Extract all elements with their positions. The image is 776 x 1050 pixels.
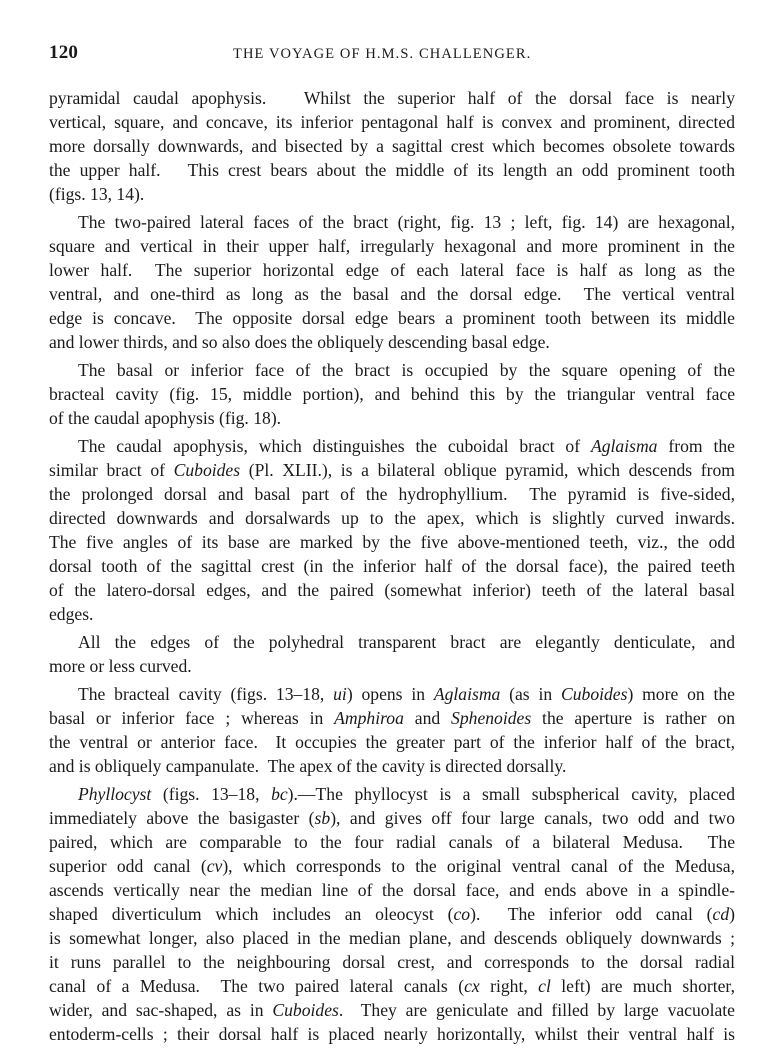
text-line: The five angles of its base are marked by the five above-mentioned teeth, viz., the odd	[49, 532, 735, 552]
text-line: the prolonged dorsal and basal part of the hydrophyllium. The pyramid is five-sided,	[49, 484, 735, 504]
text-line: The two-paired lateral faces of the bract (right, fig. 13 ; left, fig. 14) are hexagonal,	[78, 212, 735, 232]
text-line: edge is concave. The opposite dorsal edge bears a prominent tooth between its middle	[49, 308, 735, 328]
text-line: All the edges of the polyhedral transparent bract are elegantly denticulate, and	[78, 632, 735, 652]
text-line: shaped diverticulum which includes an oleocyst (co). The inferior odd canal (cd)	[49, 904, 735, 924]
text-line: canal of a Medusa. The two paired lateral canals (cx right, cl left) are much shorter,	[49, 976, 735, 996]
text-line: immediately above the basigaster (sb), and gives off four large canals, two odd and two	[49, 808, 735, 828]
text-line: The bracteal cavity (figs. 13–18, ui) opens in Aglaisma (as in Cuboides) more on the	[78, 684, 735, 704]
text-line: it runs parallel to the neighbouring dorsal crest, and corresponds to the dorsal radial	[49, 952, 735, 972]
text-line: similar bract of Cuboides (Pl. XLII.), is a bilateral oblique pyramid, which descends from	[49, 460, 735, 480]
page-number: 120	[49, 42, 79, 63]
text-line: paired, which are comparable to the four radial canals of a bilateral Medusa. The	[49, 832, 735, 852]
text-line: (figs. 13, 14).	[49, 184, 145, 204]
text-line: of the latero-dorsal edges, and the paired (somewhat inferior) teeth of the lateral basal	[49, 580, 735, 600]
text-line: superior odd canal (cv), which corresponds to the original ventral canal of the Medusa,	[49, 856, 735, 876]
text-line: dorsal tooth of the sagittal crest (in the inferior half of the dorsal face), the paired teeth	[49, 556, 735, 576]
running-title: THE VOYAGE OF H.M.S. CHALLENGER.	[233, 46, 532, 62]
text-line: directed downwards and dorsalwards up to the apex, which is slightly curved inwards.	[49, 508, 735, 528]
text-line: more dorsally downwards, and bisected by a sagittal crest which becomes obsolete towards	[49, 136, 735, 156]
text-line: square and vertical in their upper half, irregularly hexagonal and more prominent in the	[49, 236, 735, 256]
text-line: edges.	[49, 604, 94, 624]
text-line: entoderm-cells ; their dorsal half is placed nearly horizontally, whilst their ventral half is	[49, 1024, 735, 1044]
text-line: of the caudal apophysis (fig. 18).	[49, 408, 282, 428]
text-line: the upper half. This crest bears about the middle of its length an odd prominent tooth	[49, 160, 735, 180]
text-line: wider, and sac-shaped, as in Cuboides. They are geniculate and filled by large vacuolate	[49, 1000, 735, 1020]
text-line: The basal or inferior face of the bract is occupied by the square opening of the	[78, 360, 735, 380]
text-line: ascends vertically near the median line of the dorsal face, and ends above in a spindle-	[49, 880, 735, 900]
text-line: ventral, and one-third as long as the basal and the dorsal edge. The vertical ventral	[49, 284, 735, 304]
text-line: Phyllocyst (figs. 13–18, bc).—The phyllocyst is a small subspherical cavity, placed	[78, 784, 735, 804]
text-line: vertical, square, and concave, its inferior pentagonal half is convex and prominent, directed	[49, 112, 735, 132]
text-line: the ventral or anterior face. It occupies the greater part of the inferior half of the bract,	[49, 732, 735, 752]
text-line: basal or inferior face ; whereas in Amphiroa and Sphenoides the aperture is rather on	[49, 708, 736, 728]
text-line: more or less curved.	[49, 656, 192, 676]
text-line: The caudal apophysis, which distinguishes the cuboidal bract of Aglaisma from the	[78, 436, 735, 456]
page-header	[49, 42, 735, 66]
text-line: and is obliquely campanulate. The apex of the cavity is directed dorsally.	[49, 756, 567, 776]
text-line: pyramidal caudal apophysis. Whilst the superior half of the dorsal face is nearly	[49, 88, 735, 108]
text-line: bracteal cavity (fig. 15, middle portion), and behind this by the triangular ventral face	[49, 384, 735, 404]
text-line: lower half. The superior horizontal edge of each lateral face is half as long as the	[49, 260, 735, 280]
text-line: is somewhat longer, also placed in the median plane, and descends obliquely downwards ;	[49, 928, 735, 948]
text-line: and lower thirds, and so also does the obliquely descending basal edge.	[49, 332, 550, 352]
